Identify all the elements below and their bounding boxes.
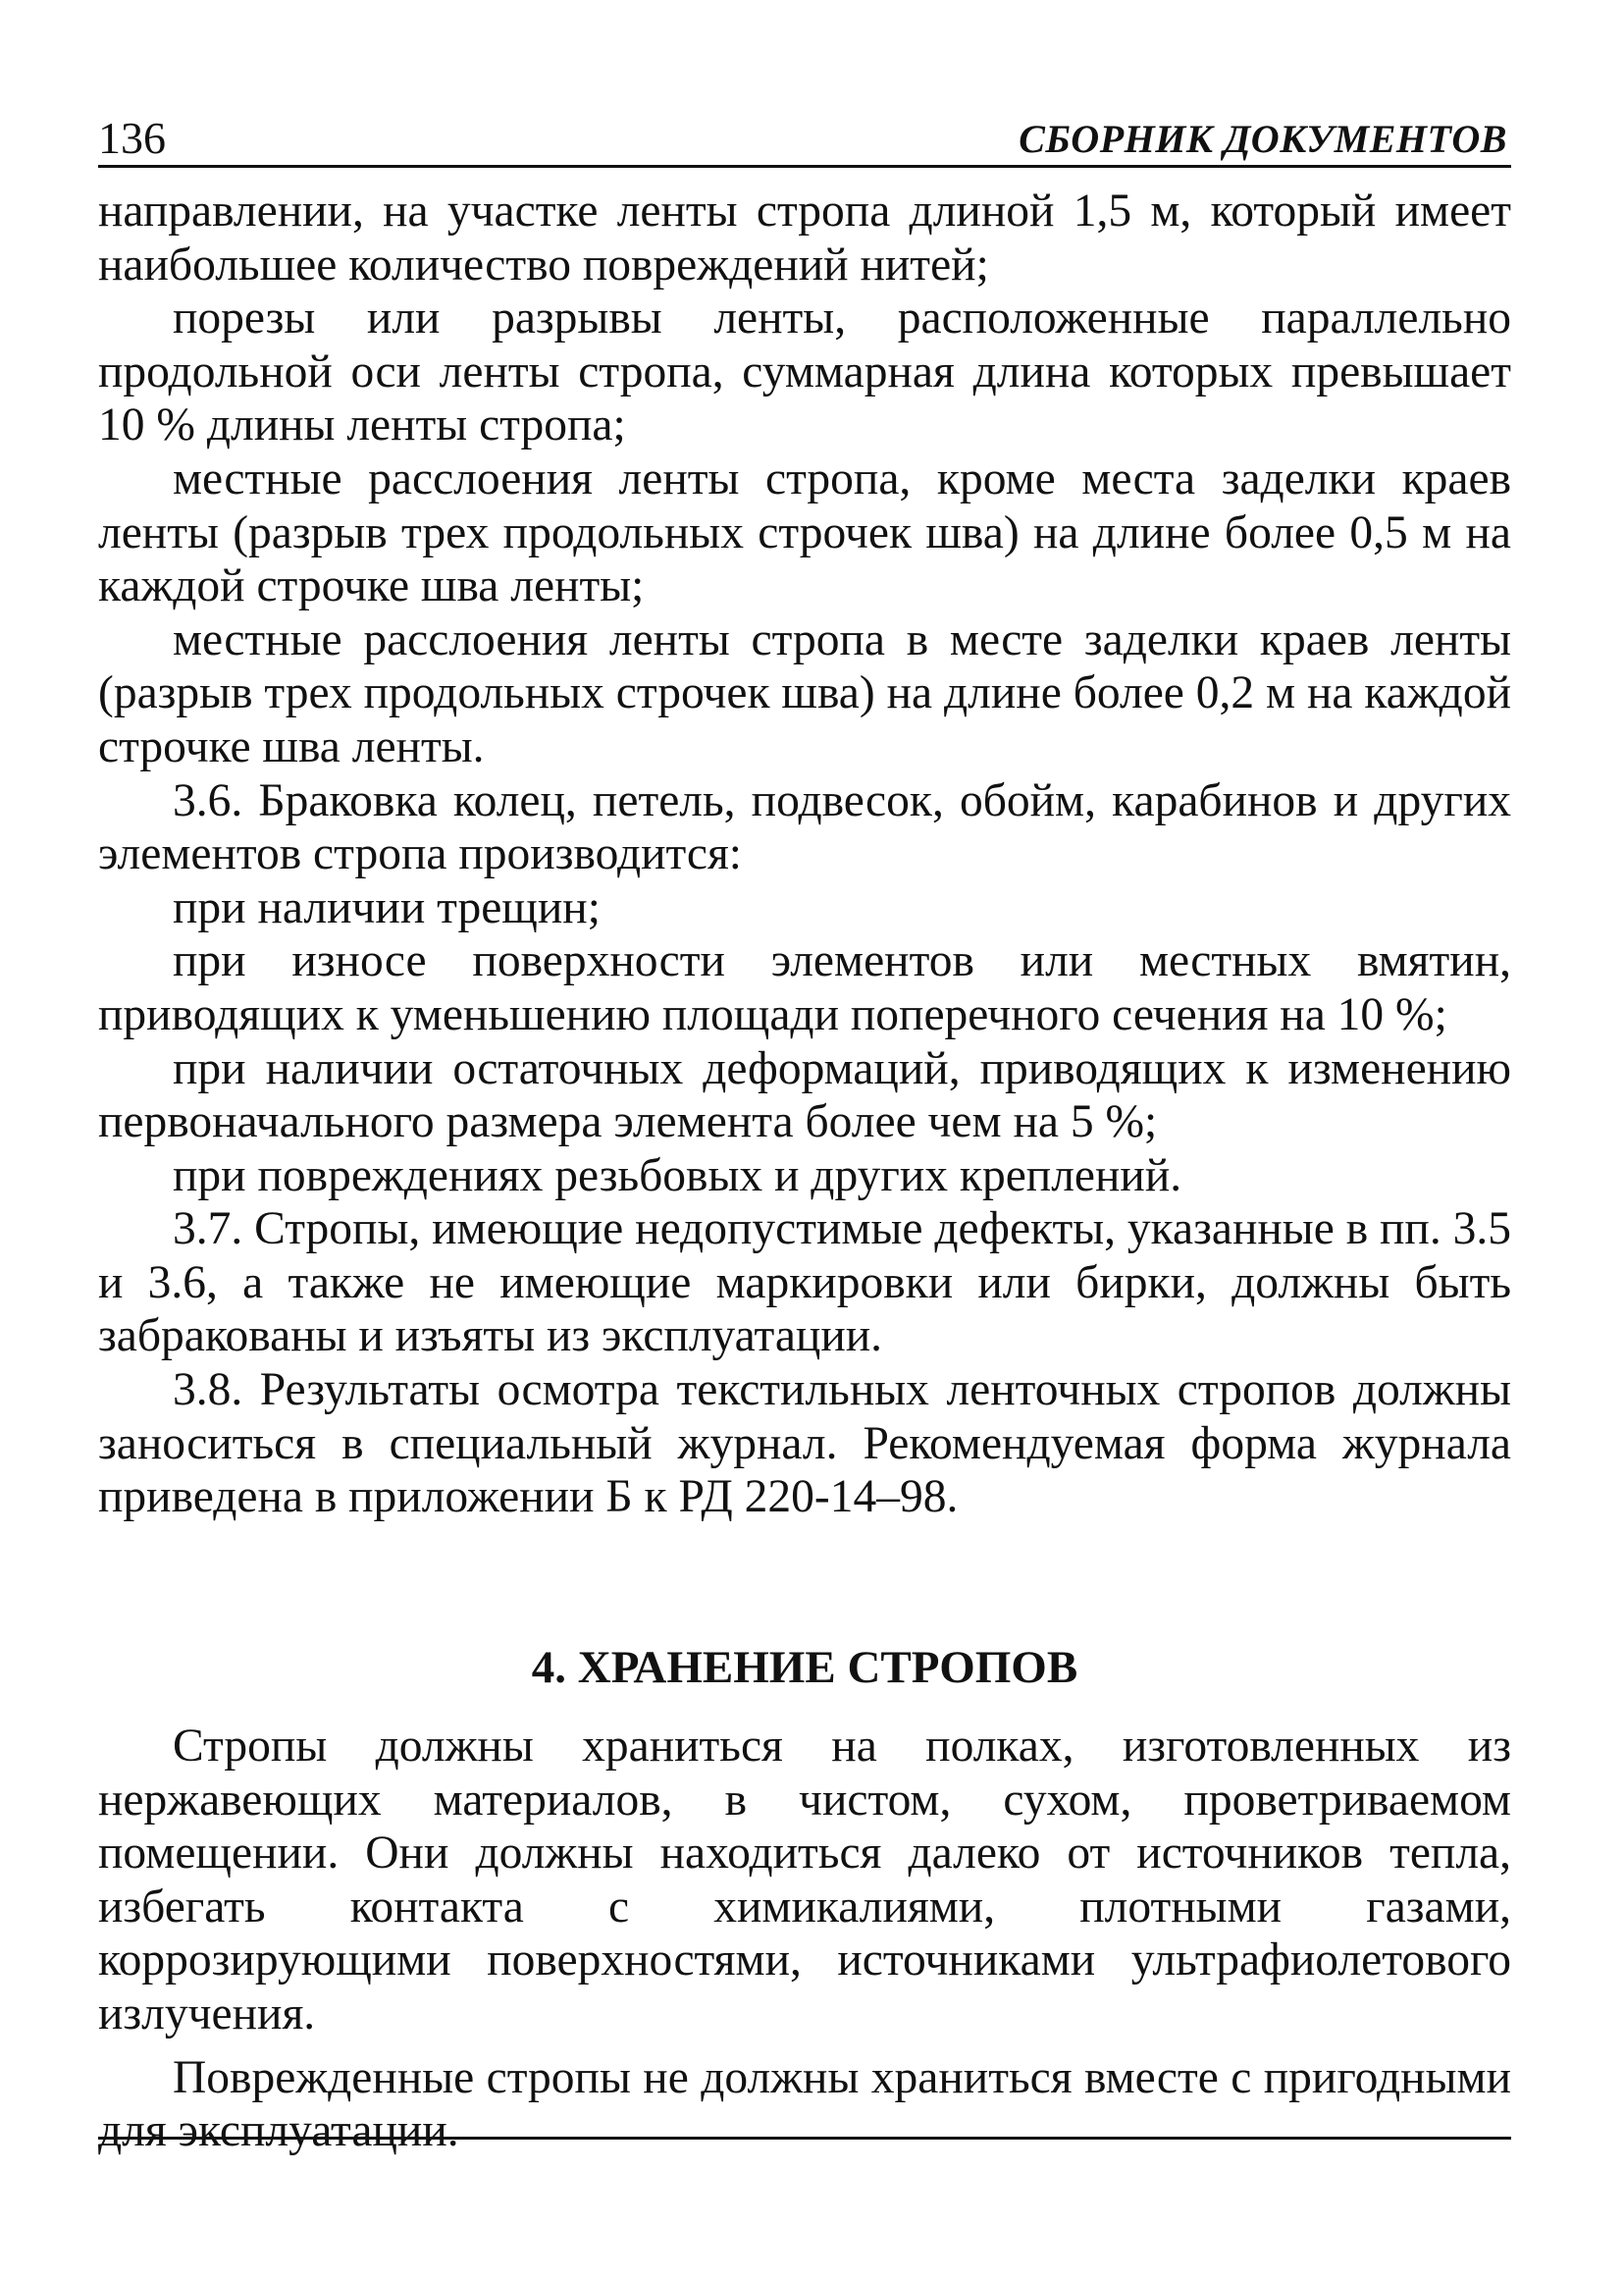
body-text [98,185,1511,1524]
paragraph-3-7: 3.7. Стропы, имеющие недопустимые дефекты, указанные в пп. 3.5 и 3.6, а также не имеющие маркировки или бирки, должны быть забракованы и изъяты из эксплуатации. [98,1203,1511,1362]
paragraph: местные расслоения ленты стропа, кроме места заделки краев ленты (разрыв трех продольных строчек шва) на длине более 0,5 м на каждой строчке шва ленты; [98,452,1511,612]
paragraph: местные расслоения ленты стропа в месте заделки краев ленты (разрыв трех продольных строчек шва) на длине более 0,2 м на каждой строчке шва ленты. [98,613,1511,772]
collection-title: СБОРНИК ДОКУМЕНТОВ [1019,117,1507,161]
paragraph-continued: направлении, на участке ленты стропа длиной 1,5 м, который имеет наибольшее количество повреждений нитей; [98,185,1511,291]
paragraph: Стропы должны храниться на полках, изготовленных из нержавеющих материалов, в чистом, сухом, проветриваемом помещении. Они должны находиться далеко от источников тепла, избегать контакта с химикалиями, плотными газами, коррозирующими поверхностями, источниками ультрафиолетового излучения. [98,1721,1511,2039]
page-number: 136 [98,113,166,163]
paragraph: при повреждениях резьбовых и других креплений. [173,1149,1182,1201]
paragraph: при наличии трещин; [173,881,601,933]
section-text [98,1720,1511,2168]
paragraph: Поврежденные стропы не должны храниться вместе с пригодными для эксплуатации. [98,2051,1511,2157]
bottom-rule [98,2137,1511,2140]
paragraph-3-6: 3.6. Браковка колец, петель, подвесок, обойм, карабинов и других элементов стропа производится: [98,774,1511,880]
paragraph: при износе поверхности элементов или местных вмятин, приводящих к уменьшению площади поперечного сечения на 10 %; [98,935,1511,1040]
paragraph-3-8: 3.8. Результаты осмотра текстильных ленточных стропов должны заноситься в специальный журнал. Рекомендуемая форма журнала приведена в приложении Б к РД 220-14–98. [98,1364,1511,1523]
document-page [98,0,1511,2277]
running-header [98,106,1511,168]
paragraph: при наличии остаточных деформаций, приводящих к изменению первоначального размера элемента более чем на 5 %; [98,1042,1511,1148]
paragraph: порезы или разрывы ленты, расположенные параллельно продольной оси ленты стропа, суммарная длина которых превышает 10 % длины ленты стропа; [98,292,1511,451]
section-heading: 4. ХРАНЕНИЕ СТРОПОВ [531,1642,1078,1693]
